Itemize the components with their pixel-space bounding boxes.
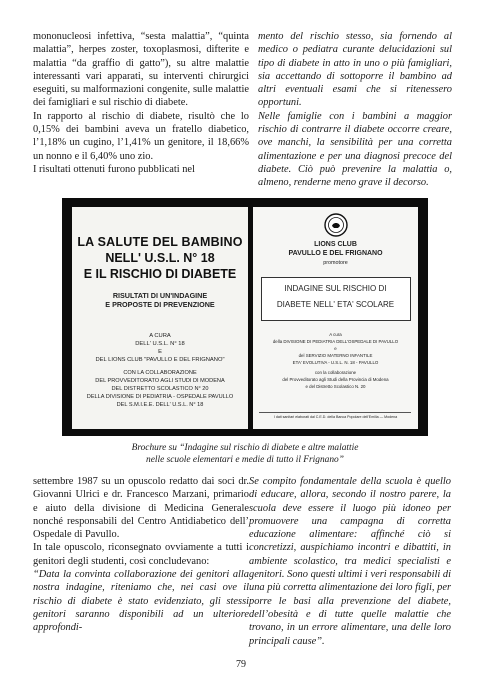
cover-credit-line: A CURA — [149, 333, 171, 339]
cover-credit-line: del Provveditorato agli Studi della Provincia di Modena — [282, 377, 389, 382]
paragraph: Nelle famiglie con i bambini a maggior rischio di contrarre il diabete occorre creare, ove manchi, la sensibilità per una corretta alimentazione e per una diagnosi precoce del diabete. Ciò può prevenire la malattia o, almeno, renderne meno grave il decorso. — [258, 110, 452, 189]
cover-collab-line: DEL DISTRETTO SCOLASTICO N° 20 — [111, 386, 209, 392]
cover-collab-line: DEL PROVVEDITORATO AGLI STUDI DI MODENA — [95, 378, 225, 384]
caption-line: nelle scuole elementari e medie di tutto il Frignano” — [146, 455, 344, 465]
cover-collab-line: CON LA COLLABORAZIONE — [123, 370, 197, 376]
cover-credit-line: e — [334, 346, 337, 351]
cover-collab-line: DEL S.M.I.E.E. DELL' U.S.L. N° 18 — [116, 402, 204, 408]
cover-credit-line: e del Distretto Scolastico N. 20 — [305, 384, 366, 389]
cover-title-line: NELL' U.S.L. N° 18 — [105, 251, 215, 265]
caption-line: Brochure su “Indagine sul rischio di diabete e altre malattie — [131, 443, 359, 453]
paragraph: In rapporto al rischio di diabete, risultò che lo 0,15% dei bambini aveva un fratello diabetico, l’1,18% un cugino, l’1,41% un genitore, il 18,66% un nonno e il 6,40% uno zio. — [33, 110, 249, 162]
paragraph: mononucleosi infettiva, “sesta malattia”, “quinta malattia”, herpes zoster, toxoplasmosi, difterite e malattia “da graffio di gatto”), su altre malattie interessanti vari apparati, su interventi chirurgici eseguiti, su malformazioni congenite, sulle malattie dei famigliari e sul rischio di diabete. — [33, 31, 249, 109]
club-name-line: LIONS CLUB — [314, 241, 357, 248]
paragraph: I risultati ottenuti furono pubblicati nel — [33, 163, 195, 175]
cover-title-line: E IL RISCHIO DI DIABETE — [83, 267, 237, 281]
cover-collab-line: DELLA DIVISIONE DI PEDIATRIA - OSPEDALE PAVULLO — [86, 394, 234, 400]
quote-paragraph: “Data la convinta collaborazione dei genitori alla nostra indagine, riteniamo che, nei casi ove il rischio di diabete è stato evidenziato, gli stessi genitori saranno disponibili ad un ulteriore approfondi- — [33, 569, 249, 634]
cover-divider — [259, 412, 411, 413]
cover-subtitle-line: RISULTATI DI UN'INDAGINE — [112, 291, 208, 300]
cover-title-line: LA SALUTE DEL BAMBINO — [77, 235, 243, 249]
paragraph: mento del rischio stesso, sia fornendo al medico o pediatra curante delucidazioni sul tipo di diabete in atto in uno o più famigliari, sia accettando di sottoporre il bambino ad altri eventuali esami che si ritenessero opportuni. — [258, 31, 452, 109]
paragraph: settembre 1987 su un opuscolo redatto dai soci dr. Giovanni Ulrici e dr. Francesco Marzani, primario e aiuto della divisione di Medicina Generale nonché responsabili del Centro Antidiabetico dell’ Ospedale di Pavullo. — [33, 476, 249, 541]
cover-title-line: DIABETE NELL' ETA' SCOLARE — [276, 300, 395, 309]
lions-club-logo-icon — [324, 213, 348, 237]
cover-credit-line: del SERVIZIO MATERNO INFANTILE — [298, 353, 373, 358]
cover-credit-line: con la collaborazione — [314, 370, 357, 375]
cover-credit-line: della DIVISIONE DI PEDIATRIA DELL'OSPEDALE DI PAVULLO — [272, 339, 399, 344]
cover-credit-line: DELL' U.S.L. N° 18 — [135, 341, 185, 347]
paragraph: In tale opuscolo, riconsegnato ovviamente a tutti i genitori degli studenti, così concludevano: — [33, 542, 249, 567]
club-name-line: PAVULLO E DEL FRIGNANO — [288, 250, 383, 257]
cover-subtitle-line: E PROPOSTE DI PREVENZIONE — [105, 300, 215, 309]
text-column-top-right — [258, 30, 452, 190]
brochure-cover-left — [72, 207, 248, 429]
page-number: 79 — [236, 659, 246, 670]
text-column-bottom-left — [33, 475, 249, 635]
cover-title-line: INDAGINE SUL RISCHIO DI — [284, 284, 387, 293]
cover-footer: I dati sanitari elaborati dal C.E.D. della Banca Popolare dell'Emilia — Modena — [273, 415, 398, 419]
promotore-label: promotore — [323, 260, 348, 266]
text-column-bottom-right — [249, 475, 451, 648]
cover-credit-line: DEL LIONS CLUB "PAVULLO E DEL FRIGNANO" — [95, 357, 225, 363]
cover-credit-line: ETA' EVOLUTIVA - U.S.L. N. 18 - PAVULLO — [292, 360, 379, 365]
quote-paragraph: Se compito fondamentale della scuola è quello di educare, allora, secondo il nostro parere, la scuola deve essere il luogo più idoneo per promuovere una campagna di corretta educazione alimentare: affinché ciò si concretizzi, auspichiamo incontri e dibattiti, in ambiente scolastico, tra medici specialisti e genitori. Sono questi ultimi i veri responsabili di una più corretta alimentazione dei loro figli, per porre le basi alla prevenzione del diabete, dell’obesità e di tutte quelle malattie che trovano, in un errore alimentare, una delle loro principali cause”. — [249, 476, 451, 647]
brochure-cover-right — [253, 207, 418, 429]
text-column-top-left — [33, 30, 249, 176]
figure-caption — [62, 442, 428, 466]
cover-credit-line: A cura — [329, 332, 342, 337]
cover-credit-line: E — [158, 349, 162, 355]
